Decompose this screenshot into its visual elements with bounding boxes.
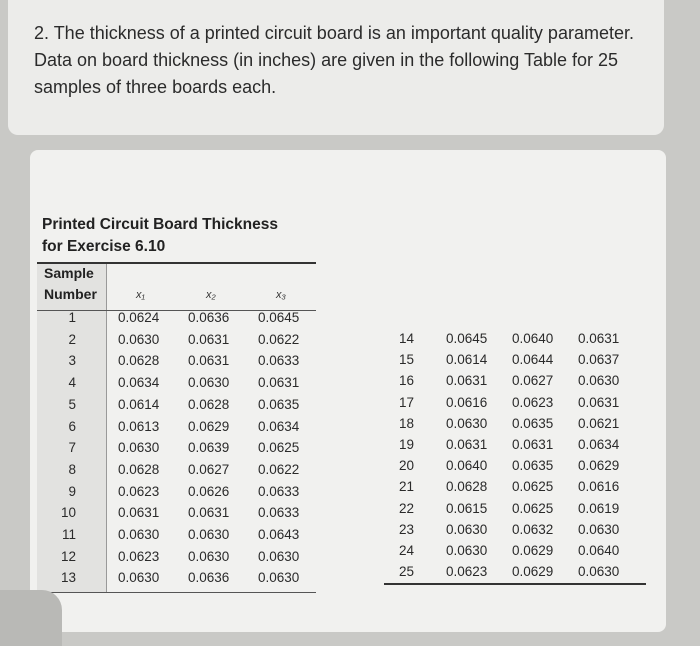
sample-number-cell: 8	[68, 461, 76, 477]
thickness-cell: 0.0630	[188, 548, 230, 564]
sample-number-cell: 3	[68, 353, 76, 369]
thickness-cell: 0.0631	[118, 505, 160, 521]
thickness-cell: 0.0636	[188, 570, 230, 586]
thickness-cell: 0.0623	[118, 548, 160, 564]
header-x2: x₂	[206, 289, 216, 301]
question-text: 2. The thickness of a printed circuit board is an important quality parameter. Data on board thickness (in inches) are given in the following Table for 25 samples of three boards each.	[34, 23, 634, 97]
thickness-cell: 0.0614	[118, 396, 160, 412]
thickness-cell: 0.0630	[188, 375, 230, 391]
thickness-cell: 0.0631	[188, 353, 230, 369]
sample-number-cell: 12	[60, 548, 76, 564]
table-row	[0, 331, 700, 352]
thickness-cell: 0.0644	[512, 352, 554, 368]
sample-number-cell: 16	[398, 373, 414, 389]
thickness-cell: 0.0629	[512, 564, 554, 580]
thickness-cell: 0.0627	[512, 373, 554, 389]
sample-number-cell: 24	[398, 543, 414, 558]
sample-number-cell: 17	[398, 394, 414, 410]
thickness-cell: 0.0634	[578, 437, 620, 452]
sample-number-cell: 25	[398, 564, 414, 580]
thickness-cell: 0.0635	[512, 458, 554, 474]
header-sample: Sample	[44, 265, 94, 281]
thickness-cell: 0.0640	[578, 543, 620, 558]
sample-number-cell: 18	[398, 415, 414, 431]
thickness-cell: 0.0625	[512, 500, 554, 516]
thickness-cell: 0.0630	[446, 543, 488, 558]
thickness-cell: 0.0628	[188, 396, 230, 412]
thickness-cell: 0.0630	[118, 570, 160, 586]
thickness-cell: 0.0622	[258, 461, 300, 477]
thickness-cell: 0.0630	[578, 564, 620, 580]
sample-number-cell: 10	[60, 505, 76, 521]
sample-number-cell: 1	[68, 310, 76, 325]
thickness-cell: 0.0631	[446, 373, 488, 389]
thickness-cell: 0.0630	[118, 440, 160, 456]
table-row	[0, 479, 700, 500]
header-x3: x₃	[276, 289, 286, 301]
thickness-cell: 0.0623	[446, 564, 488, 580]
table-row	[0, 352, 700, 373]
thickness-cell: 0.0630	[118, 527, 160, 542]
sample-number-cell: 11	[61, 527, 76, 542]
sample-number-cell: 4	[68, 375, 76, 391]
thickness-cell: 0.0645	[446, 331, 488, 346]
thickness-cell: 0.0615	[446, 500, 488, 516]
thickness-cell: 0.0614	[446, 352, 488, 368]
thickness-cell: 0.0628	[118, 353, 160, 369]
table-row	[0, 373, 700, 394]
table-row	[0, 458, 700, 479]
sample-number-cell: 23	[398, 521, 414, 537]
thickness-cell: 0.0630	[118, 331, 160, 347]
table-bottom-rule	[37, 592, 316, 593]
sample-number-cell: 19	[398, 437, 414, 452]
sample-number-cell: 15	[398, 352, 414, 368]
thickness-cell: 0.0637	[578, 352, 620, 368]
sample-number-cell: 21	[398, 479, 414, 495]
thickness-cell: 0.0635	[512, 415, 554, 431]
thickness-cell: 0.0634	[258, 418, 300, 434]
page-fold	[0, 590, 62, 646]
sample-number-cell: 22	[398, 500, 414, 516]
header-number: Number	[44, 286, 97, 302]
thickness-cell: 0.0629	[578, 458, 620, 474]
table-row	[0, 522, 700, 543]
thickness-cell: 0.0626	[188, 483, 230, 499]
table-row	[0, 437, 700, 458]
thickness-cell: 0.0630	[446, 415, 488, 431]
thickness-cell: 0.0640	[512, 331, 554, 346]
thickness-cell: 0.0633	[258, 483, 300, 499]
thickness-cell: 0.0616	[446, 394, 488, 410]
table-title	[42, 214, 318, 258]
sample-number-cell: 5	[68, 396, 76, 412]
thickness-cell: 0.0634	[118, 375, 160, 391]
sample-number-cell: 20	[398, 458, 414, 474]
thickness-cell: 0.0636	[188, 310, 230, 325]
thickness-cell: 0.0627	[188, 461, 230, 477]
thickness-cell: 0.0631	[446, 437, 488, 452]
header-sample-number	[44, 263, 97, 305]
sample-number-cell: 13	[60, 570, 76, 586]
thickness-cell: 0.0621	[578, 415, 620, 431]
thickness-cell: 0.0630	[578, 521, 620, 537]
table-row	[0, 310, 700, 331]
thickness-cell: 0.0613	[118, 418, 160, 434]
thickness-cell: 0.0631	[578, 331, 620, 346]
sample-number-cell: 2	[68, 331, 76, 347]
thickness-cell: 0.0645	[258, 310, 300, 325]
table-row	[0, 501, 700, 522]
thickness-cell: 0.0630	[446, 521, 488, 537]
thickness-cell: 0.0622	[258, 331, 300, 347]
thickness-cell: 0.0633	[258, 353, 300, 369]
thickness-cell: 0.0631	[578, 394, 620, 410]
thickness-cell: 0.0628	[446, 479, 488, 495]
thickness-cell: 0.0628	[118, 461, 160, 477]
thickness-cell: 0.0639	[188, 440, 230, 456]
thickness-cell: 0.0625	[258, 440, 300, 456]
sample-number-cell: 14	[398, 331, 414, 346]
thickness-cell: 0.0623	[512, 394, 554, 410]
thickness-cell: 0.0630	[188, 527, 230, 542]
thickness-cell: 0.0635	[258, 396, 300, 412]
thickness-cell: 0.0629	[188, 418, 230, 434]
thickness-cell: 0.0616	[578, 479, 620, 495]
sample-number-cell: 7	[68, 440, 76, 456]
thickness-cell: 0.0633	[258, 505, 300, 521]
thickness-cell: 0.0631	[188, 331, 230, 347]
table-right-bottom-rule	[384, 583, 646, 585]
thickness-cell: 0.0619	[578, 500, 620, 516]
thickness-cell: 0.0629	[512, 543, 554, 558]
thickness-cell: 0.0640	[446, 458, 488, 474]
sample-number-cell: 6	[68, 418, 76, 434]
thickness-cell: 0.0624	[118, 310, 160, 325]
table-row	[0, 395, 700, 416]
thickness-cell: 0.0631	[512, 437, 554, 452]
table-title-line1: Printed Circuit Board Thickness	[42, 216, 278, 233]
table-row	[0, 416, 700, 437]
sample-number-cell: 9	[68, 483, 76, 499]
thickness-cell: 0.0623	[118, 483, 160, 499]
thickness-cell: 0.0632	[512, 521, 554, 537]
thickness-cell: 0.0631	[188, 505, 230, 521]
thickness-cell: 0.0631	[258, 375, 300, 391]
thickness-cell: 0.0630	[258, 548, 300, 564]
table-row	[0, 543, 700, 564]
thickness-cell: 0.0630	[258, 570, 300, 586]
table-title-line2: for Exercise 6.10	[42, 238, 166, 255]
thickness-cell: 0.0625	[512, 479, 554, 495]
thickness-cell: 0.0630	[578, 373, 620, 389]
header-x1: x₁	[136, 289, 145, 301]
thickness-cell: 0.0643	[258, 527, 300, 542]
